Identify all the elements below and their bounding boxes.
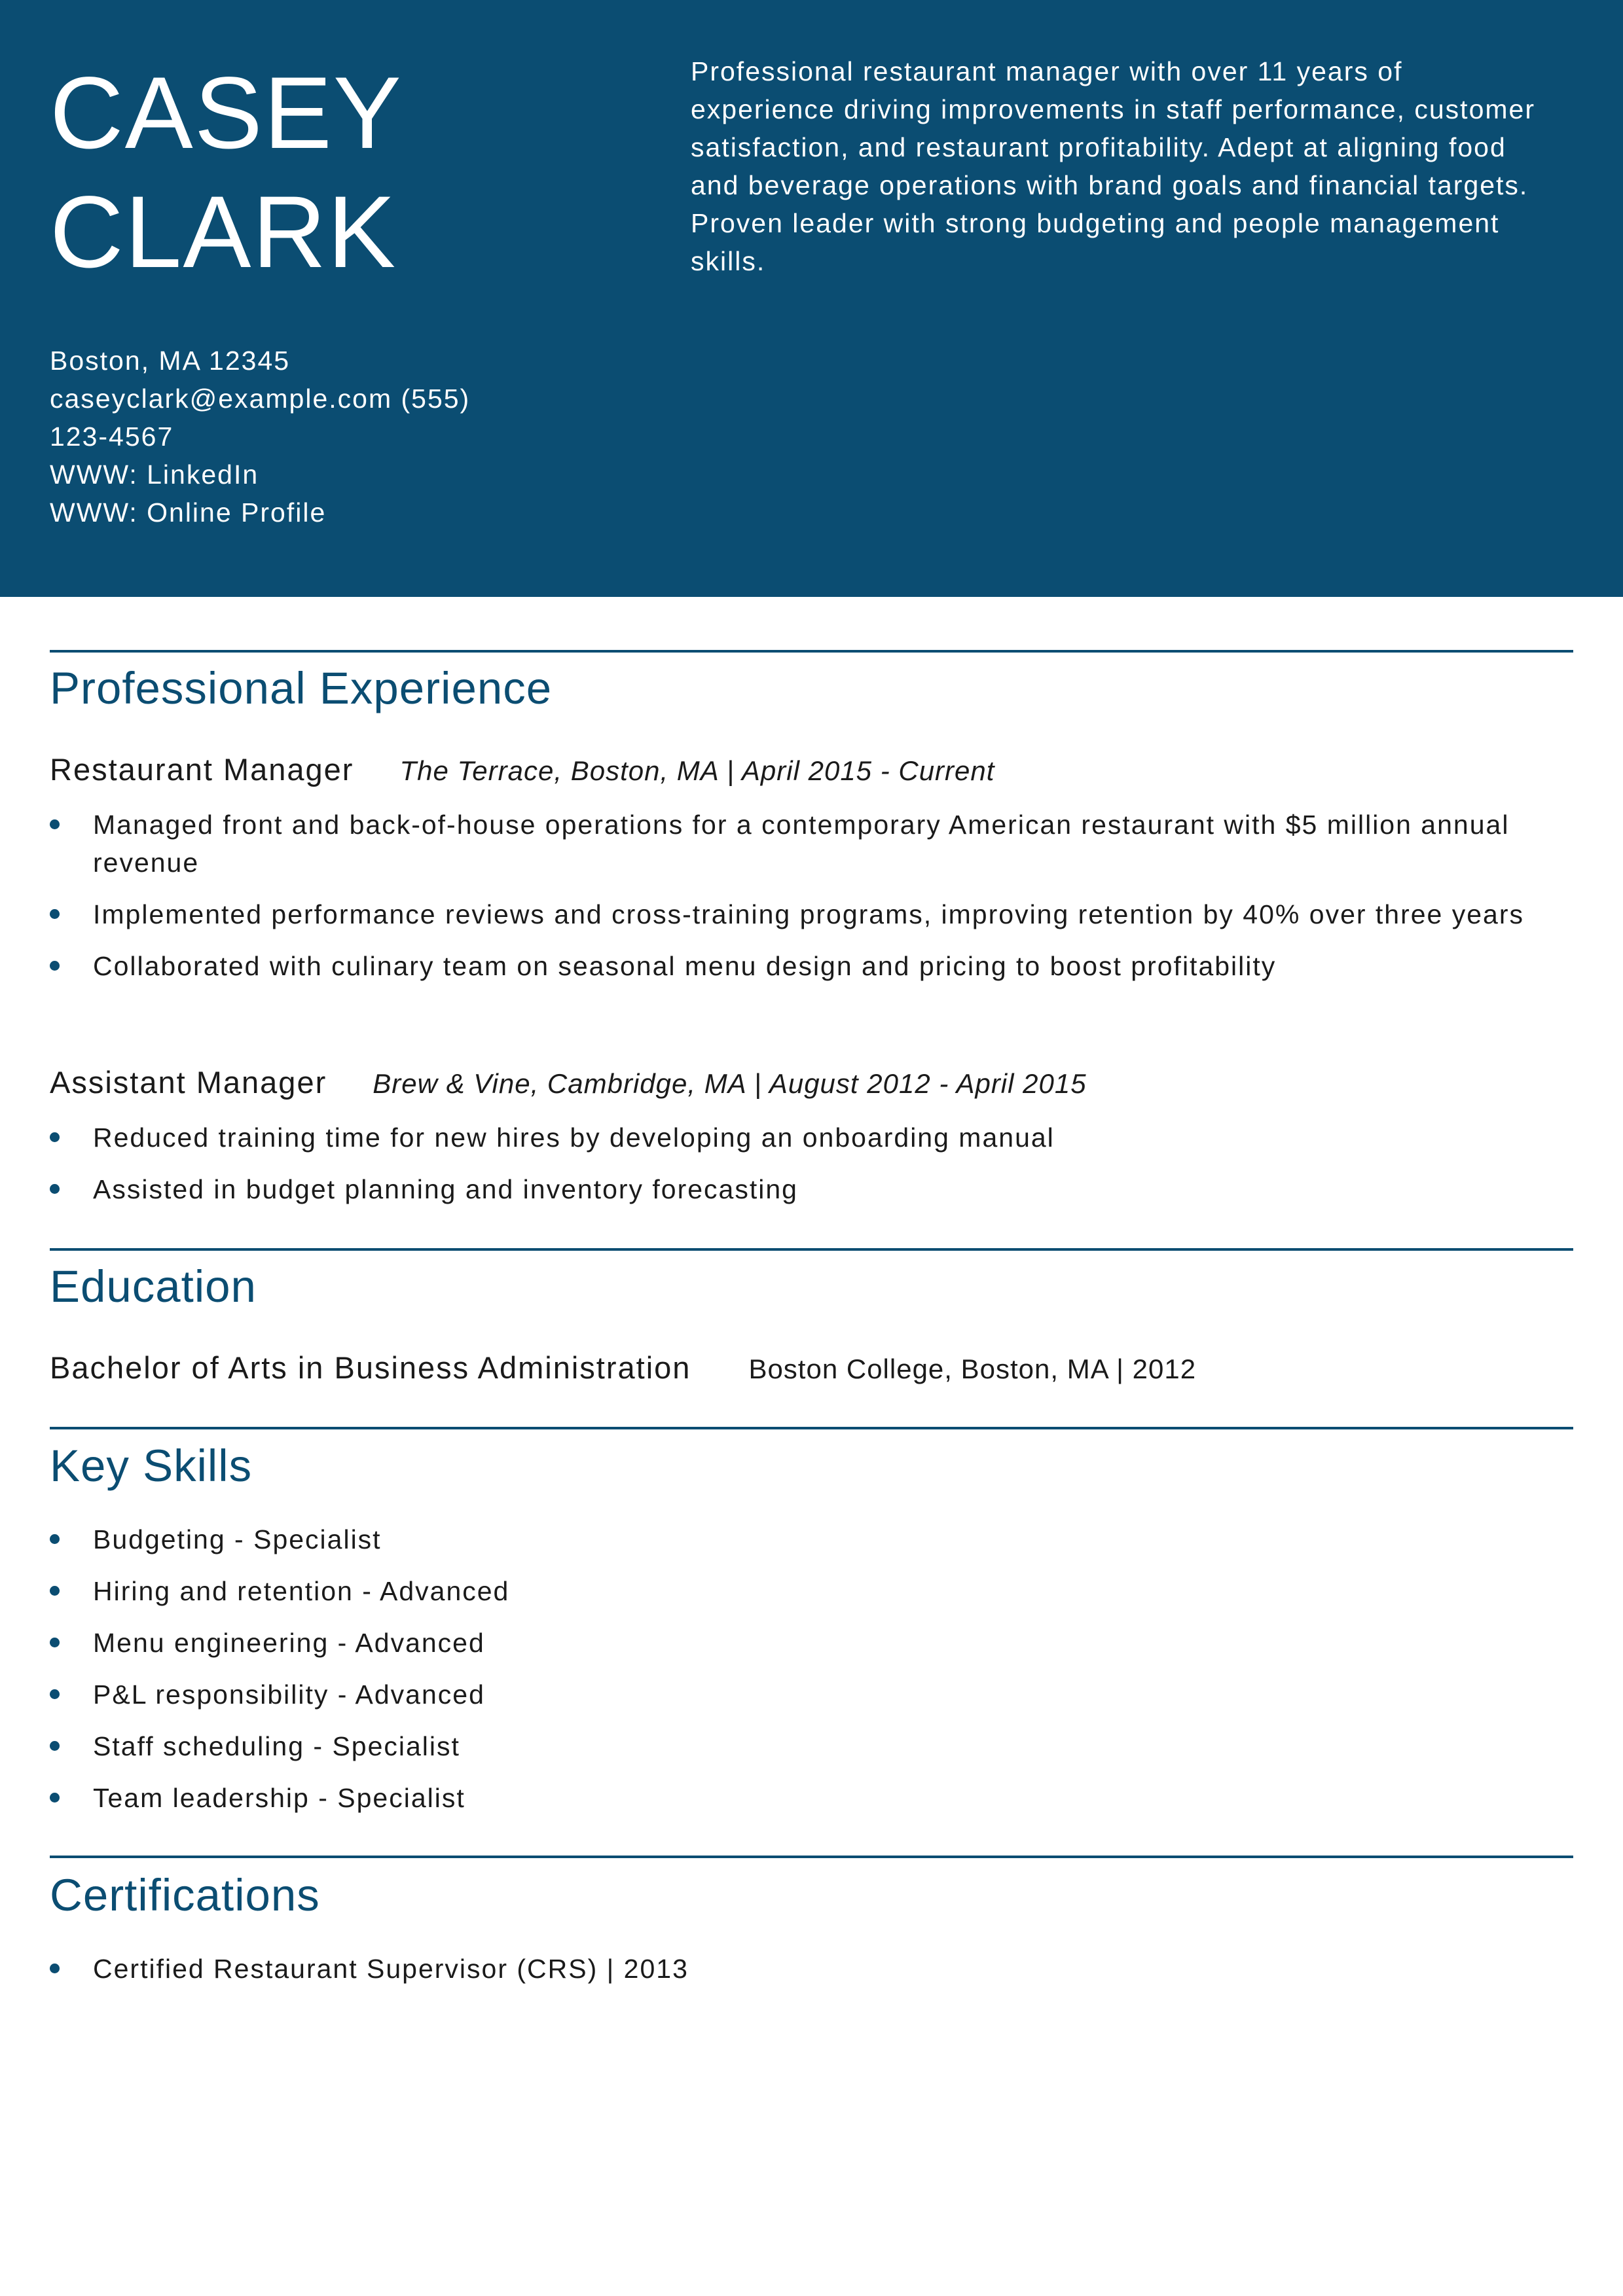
first-name: CASEY [50,56,403,170]
degree: Bachelor of Arts in Business Administration [50,1350,691,1385]
list-item-text: Hiring and retention - Advanced [93,1576,510,1606]
contact-info [50,342,521,531]
list-item-text: Reduced training time for new hires by developing an onboarding manual [93,1122,1055,1153]
list-item-text: Collaborated with culinary team on seasonal menu design and pricing to boost profitability [93,951,1277,981]
list-item-text: Managed front and back-of-house operations for a contemporary American restaurant with $5 million annual revenue [93,810,1510,878]
resume-header [0,0,1623,597]
certifications-list [50,1950,1573,2001]
job-meta: The Terrace, Boston, MA | April 2015 - Current [399,755,995,786]
section-divider [50,1248,1573,1251]
bullet-dot-icon [50,1793,60,1803]
contact-email-phone: caseyclark@example.com (555) [50,384,471,414]
list-item [50,1727,1573,1765]
list-item [50,895,1573,933]
job-meta: Brew & Vine, Cambridge, MA | August 2012 - April 2015 [373,1068,1087,1099]
professional-summary: Professional restaurant manager with over 11 years of experience driving improvements in staff performance, customer satisfaction, and restaurant profitability. Adept at aligning food and beverage operations with brand goals and financial targets. Proven leader with strong budgeting and people management skills. [691,56,1535,276]
bullet-dot-icon [50,1689,60,1699]
list-item-text: Certified Restaurant Supervisor (CRS) | 2013 [93,1954,689,1984]
list-item-text: P&L responsibility - Advanced [93,1679,485,1710]
bullet-dot-icon [50,961,60,971]
education-meta: Boston College, Boston, MA | 2012 [748,1354,1197,1384]
list-item-text: Menu engineering - Advanced [93,1628,485,1658]
candidate-name [50,54,403,292]
list-item [50,1624,1573,1662]
section-title-experience: Professional Experience [50,663,553,713]
list-item [50,1950,1573,1988]
section-title-education: Education [50,1261,257,1312]
list-item [50,1779,1573,1817]
contact-location: Boston, MA 12345 [50,346,291,376]
list-item-text: Implemented performance reviews and cross-training programs, improving retention by 40% over three years [93,899,1525,929]
bullet-dot-icon [50,1638,60,1647]
list-item-text: Staff scheduling - Specialist [93,1731,460,1761]
bullet-dot-icon [50,1534,60,1544]
job-bullets [50,1119,1573,1222]
section-title-skills: Key Skills [50,1441,253,1491]
list-item [50,806,1573,882]
contact-phone-cont: 123-4567 [50,422,174,452]
section-divider [50,650,1573,653]
bullet-dot-icon [50,1964,60,1973]
list-item [50,1119,1573,1157]
job-role: Assistant Manager [50,1065,327,1100]
contact-linkedin-link[interactable]: WWW: LinkedIn [50,459,259,490]
bullet-dot-icon [50,1132,60,1142]
list-item [50,1170,1573,1208]
list-item [50,1676,1573,1713]
last-name: CLARK [50,175,397,289]
bullet-dot-icon [50,1741,60,1751]
list-item-text: Assisted in budget planning and inventory forecasting [93,1174,798,1204]
list-item-text: Team leadership - Specialist [93,1783,465,1813]
list-item-text: Budgeting - Specialist [93,1524,382,1554]
job-header [50,751,994,789]
section-divider [50,1856,1573,1858]
list-item [50,1572,1573,1610]
bullet-dot-icon [50,1586,60,1596]
section-title-certifications: Certifications [50,1870,320,1920]
job-header [50,1064,1087,1102]
bullet-dot-icon [50,1184,60,1194]
section-divider [50,1427,1573,1429]
list-item [50,947,1573,985]
bullet-dot-icon [50,909,60,919]
education-entry [50,1350,1196,1388]
job-role: Restaurant Manager [50,752,354,787]
list-item [50,1520,1573,1558]
contact-profile-link[interactable]: WWW: Online Profile [50,497,327,528]
bullet-dot-icon [50,819,60,829]
job-bullets [50,806,1573,999]
skills-list [50,1520,1573,1831]
